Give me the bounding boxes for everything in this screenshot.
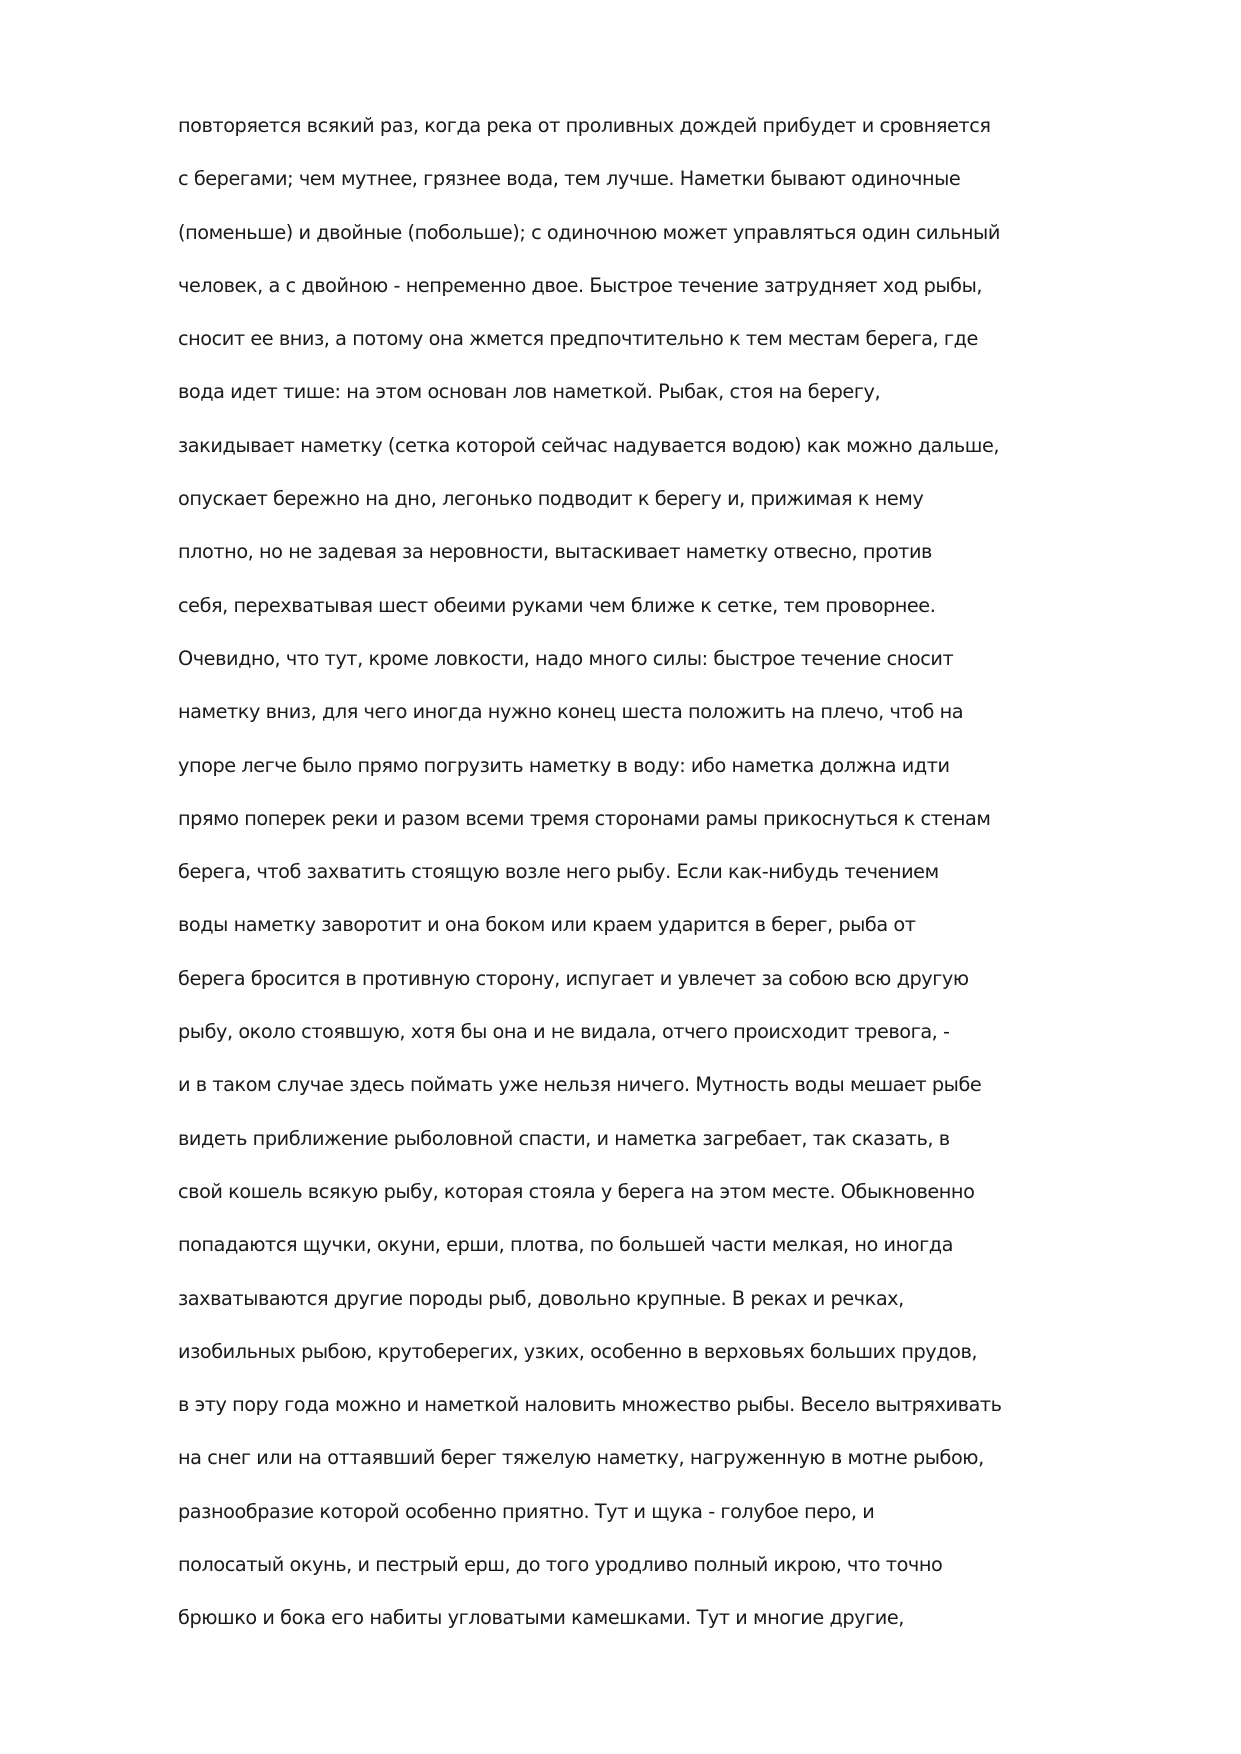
text-line: воды наметку заворотит и она боком или краем ударится в берег, рыба от bbox=[178, 913, 916, 937]
text-line: брюшко и бока его набиты угловатыми камешками. Тут и многие другие, bbox=[178, 1606, 904, 1630]
text-line: захватываются другие породы рыб, довольно крупные. В реках и речках, bbox=[178, 1286, 904, 1310]
text-line: наметку вниз, для чего иногда нужно конец шеста положить на плечо, чтоб на bbox=[178, 700, 964, 724]
text-line: упоре легче было прямо погрузить наметку в воду: ибо наметка должна идти bbox=[178, 753, 950, 777]
text-line: в эту пору года можно и наметкой наловить множество рыбы. Весело вытряхивать bbox=[178, 1393, 1002, 1417]
text-line: закидывает наметку (сетка которой сейчас надувается водою) как можно дальше, bbox=[178, 433, 1000, 457]
text-line: видеть приближение рыболовной спасти, и наметка загребает, так сказать, в bbox=[178, 1126, 950, 1150]
text-line: рыбу, около стоявшую, хотя бы она и не видала, отчего происходит тревога, - bbox=[178, 1020, 950, 1044]
text-line: повторяется всякий раз, когда река от проливных дождей прибудет и сровняется bbox=[178, 114, 991, 137]
text-line: себя, перехватывая шест обеими руками чем ближе к сетке, тем проворнее. bbox=[178, 593, 936, 617]
text-line: Очевидно, что тут, кроме ловкости, надо много силы: быстрое течение сносит bbox=[178, 646, 954, 670]
text-line: сносит ее вниз, а потому она жмется предпочтительно к тем местам берега, где bbox=[178, 327, 978, 351]
text-line: разнообразие которой особенно приятно. Тут и щука - голубое перо, и bbox=[178, 1499, 875, 1523]
text-line: свой кошель всякую рыбу, которая стояла у берега на этом месте. Обыкновенно bbox=[178, 1179, 975, 1203]
text-line: вода идет тише: на этом основан лов наметкой. Рыбак, стоя на берегу, bbox=[178, 380, 881, 404]
text-line: изобильных рыбою, крутоберегих, узких, особенно в верховьях больших прудов, bbox=[178, 1339, 978, 1363]
document-body bbox=[178, 116, 1178, 1662]
text-line: берега, чтоб захватить стоящую возле него рыбу. Если как-нибудь течением bbox=[178, 860, 939, 884]
text-line: полосатый окунь, и пестрый ерш, до того уродливо полный икрою, что точно bbox=[178, 1553, 943, 1577]
text-line: берега бросится в противную сторону, испугает и увлечет за собою всю другую bbox=[178, 966, 969, 990]
text-line: и в таком случае здесь поймать уже нельзя ничего. Мутность воды мешает рыбе bbox=[178, 1073, 982, 1097]
text-line: попадаются щучки, окуни, ерши, плотва, по большей части мелкая, но иногда bbox=[178, 1233, 954, 1257]
text-line: на снег или на оттаявший берег тяжелую наметку, нагруженную в мотне рыбою, bbox=[178, 1446, 984, 1470]
text-line: плотно, но не задевая за неровности, вытаскивает наметку отвесно, против bbox=[178, 540, 932, 564]
text-line: человек, а с двойною - непременно двое. Быстрое течение затрудняет ход рыбы, bbox=[178, 273, 983, 297]
text-line: прямо поперек реки и разом всеми тремя сторонами рамы прикоснуться к стенам bbox=[178, 806, 991, 830]
text-line: (поменьше) и двойные (побольше); с одиночною может управляться один сильный bbox=[178, 220, 1000, 244]
text-line: опускает бережно на дно, легонько подводит к берегу и, прижимая к нему bbox=[178, 487, 924, 511]
text-line: с берегами; чем мутнее, грязнее вода, тем лучше. Наметки бывают одиночные bbox=[178, 167, 961, 191]
